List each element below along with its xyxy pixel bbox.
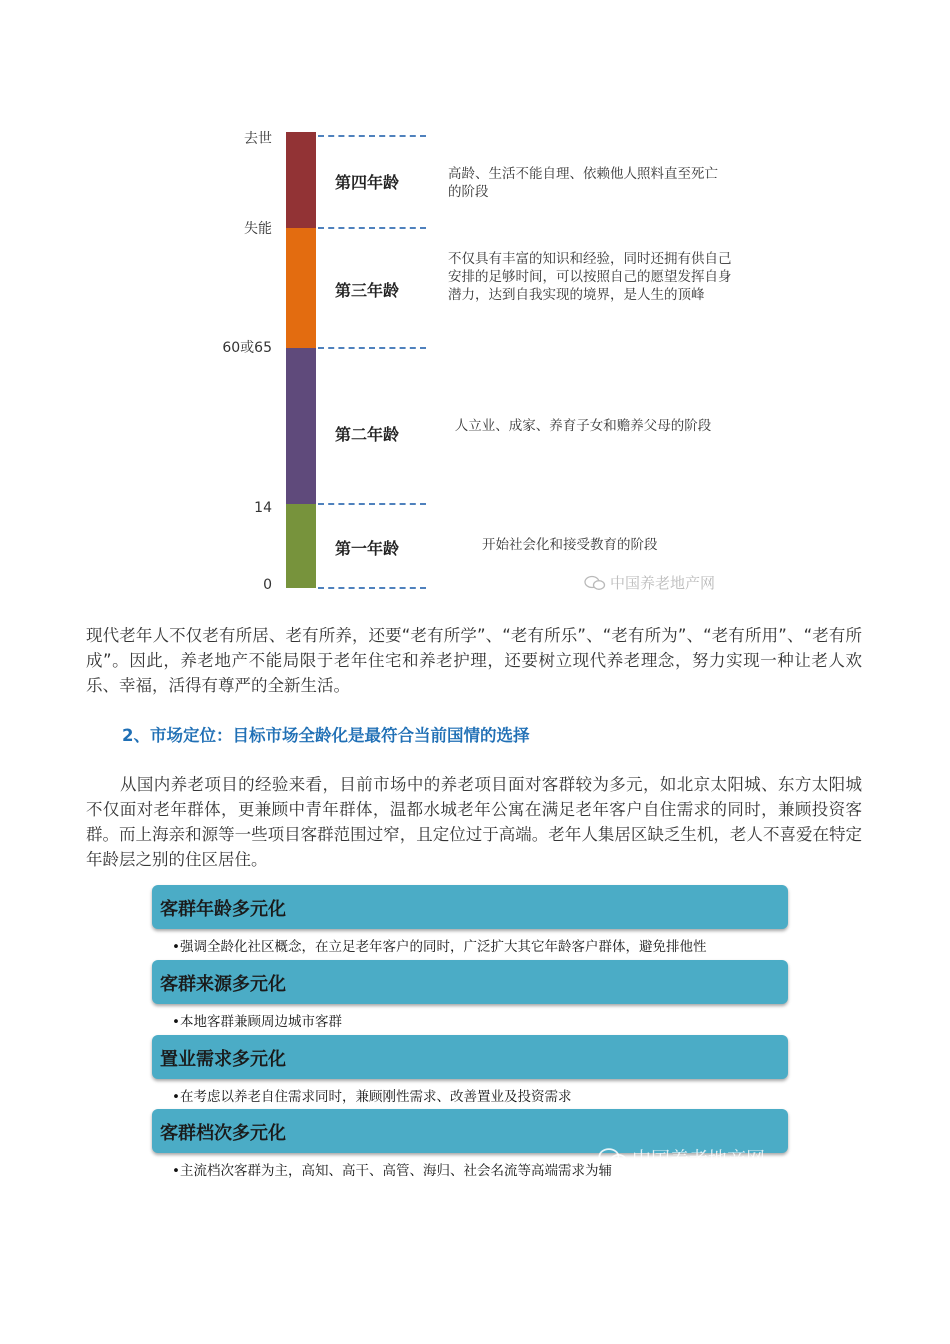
second-age-bar [286,348,316,504]
divider-line [318,587,426,589]
tick-label: 60或65 [222,340,272,356]
category-title: 客群来源多元化 [160,974,286,995]
category-bullet: •在考虑以养老自住需求同时，兼顾刚性需求、改善置业及投资需求 [172,1089,572,1105]
stage-description: 高龄、生活不能自理、依赖他人照料直至死亡的阶段 [448,166,718,200]
tick-label: 失能 [244,221,272,237]
age-stage-diagram [0,0,950,600]
wechat-icon [598,1147,628,1169]
category-bullet: •主流档次客群为主，高知、高干、高管、海归、社会名流等高端需求为辅 [172,1163,612,1179]
category-bullet: •本地客群兼顾周边城市客群 [172,1014,342,1030]
third-age-bar [286,228,316,348]
divider-line [318,503,426,505]
stage-description: 人立业、成家、养育子女和赡养父母的阶段 [454,418,712,434]
stage-description: 不仅具有丰富的知识和经验，同时还拥有供自己安排的足够时间，可以按照自己的愿望发挥自身潜力，达到自我实现的境界，是人生的顶峰 [448,251,732,303]
section-heading: 2、市场定位：目标市场全龄化是最符合当前国情的选择 [122,726,530,745]
stage-label: 第二年龄 [335,425,400,444]
watermark-text: 中国养老地产网 [610,574,716,592]
fourth-age-bar [286,132,316,228]
divider-line [318,347,426,349]
paragraph: 从国内养老项目的经验来看，目前市场中的养老项目面对客群较为多元，如北京太阳城、东方太阳城不仅面对老年群体，更兼顾中青年群体，温都水城老年公寓在满足老年客户自住需求的同时，兼顾投资客群。而上海亲和源等一些项目客群范围过窄，且定位过于高端。老年人集居区缺乏生机，老人不喜爱在特定年龄层之别的住区居住。 [86,775,862,869]
stage-label: 第三年龄 [335,281,400,300]
stage-description: 开始社会化和接受教育的阶段 [482,537,658,553]
category-title: 客群档次多元化 [160,1123,286,1144]
category-title: 置业需求多元化 [160,1049,286,1070]
tick-label: 14 [254,500,272,516]
tick-label: 0 [263,577,272,593]
first-age-bar [286,504,316,588]
watermark-text: 中国养老地产网 [632,1148,766,1170]
paragraph: 现代老年人不仅老有所居、老有所养，还要“老有所学”、“老有所乐”、“老有所为”、“老有所用”、“老有所成”。因此，养老地产不能局限于老年住宅和养老护理，还要树立现代养老理念，努力实现一种让老人欢乐、幸福，活得有尊严的全新生活。 [86,626,862,695]
category-bullet: •强调全龄化社区概念，在立足老年客户的同时，广泛扩大其它年龄客户群体，避免排他性 [172,939,707,955]
wechat-icon [584,575,606,591]
category-box [152,960,788,1004]
stage-label: 第四年龄 [335,173,400,192]
category-box [152,885,788,929]
category-box [152,1035,788,1079]
divider-line [318,135,426,137]
divider-line [318,227,426,229]
stage-label: 第一年龄 [335,539,400,558]
watermark [584,572,715,593]
watermark [598,1144,765,1171]
tick-label: 去世 [244,131,272,147]
category-title: 客群年龄多元化 [160,899,286,920]
